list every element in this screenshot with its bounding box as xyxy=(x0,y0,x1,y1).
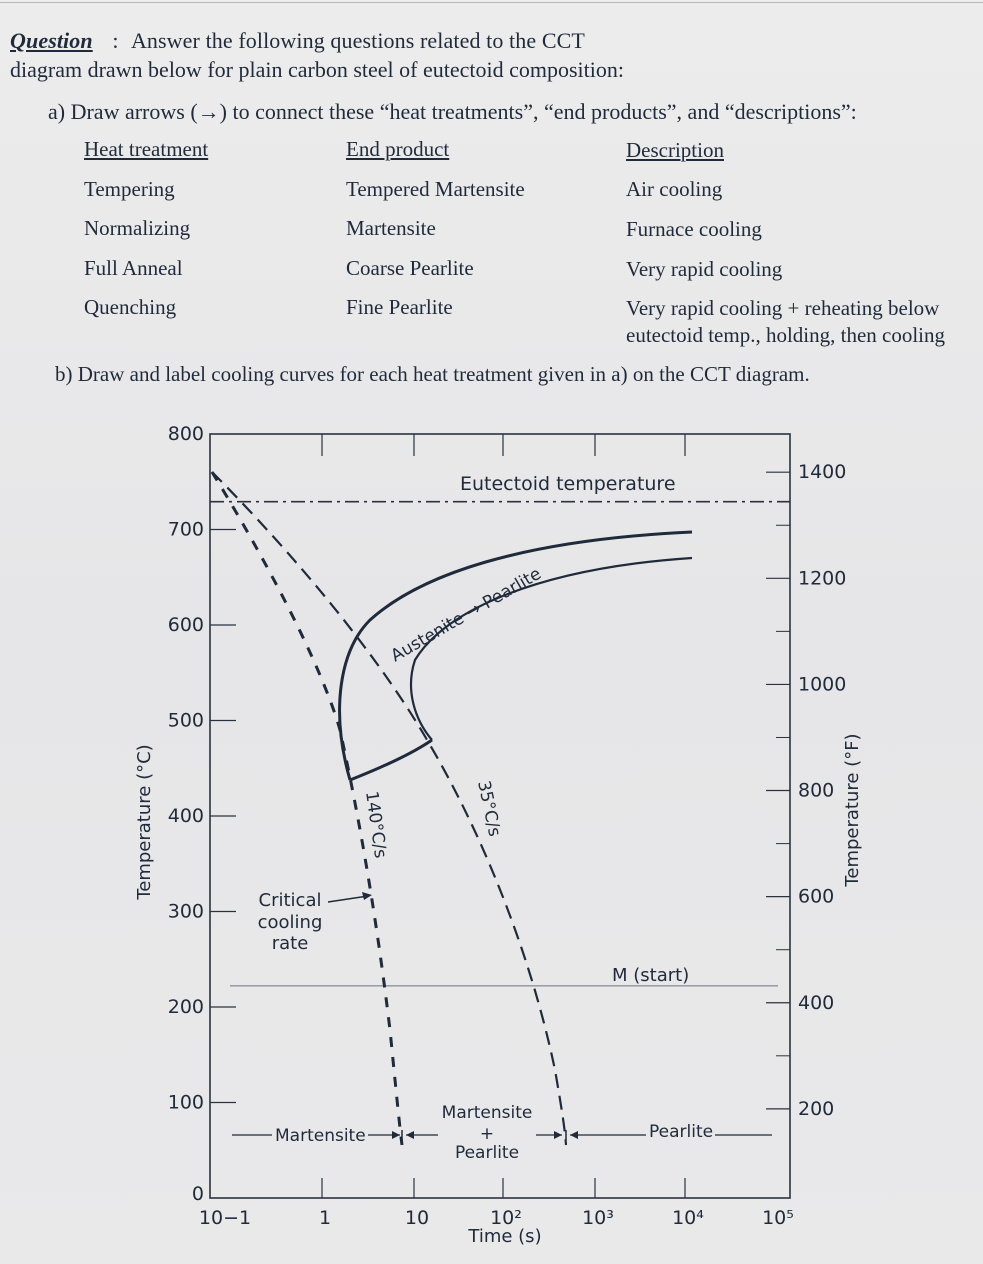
end-product-item: Fine Pearlite xyxy=(346,295,453,319)
pearlite-label: Pearlite xyxy=(649,1122,714,1142)
end-product-item: Tempered Martensite xyxy=(346,177,525,201)
heat-treatment-item: Normalizing xyxy=(84,216,191,240)
heat-treatment-item: Tempering xyxy=(84,177,175,201)
pearlite-arrowhead xyxy=(570,1131,578,1139)
rate-35-label: 35°C/s xyxy=(473,778,505,839)
transformation-bottom-curve xyxy=(350,740,432,780)
y-tick-label-left: 800 xyxy=(167,423,204,445)
x-tick-label: 10⁵ xyxy=(762,1207,794,1229)
x-tick-label: 10−1 xyxy=(198,1207,252,1229)
y-tick-label-right: 1400 xyxy=(798,461,847,484)
x-tick-label: 1 xyxy=(318,1207,332,1229)
x-tick-label: 10² xyxy=(490,1207,522,1229)
description-item: Very rapid cooling xyxy=(626,257,783,281)
header-end-product: End product xyxy=(346,137,450,161)
critical-arrow xyxy=(328,896,368,902)
y-tick-label-right: 1200 xyxy=(798,567,847,590)
mixed-left-arrowhead xyxy=(406,1131,414,1139)
mixed-line-2: + xyxy=(479,1124,495,1144)
critical-line-2: cooling xyxy=(257,912,323,933)
header-heat-treatment: Heat treatment xyxy=(84,137,209,161)
description-item: Air cooling xyxy=(626,177,723,201)
y-tick-label-left: 100 xyxy=(167,1091,204,1114)
cct-chart xyxy=(0,410,983,1264)
heat-treatment-item: Full Anneal xyxy=(84,256,183,280)
eutectoid-label: Eutectoid temperature xyxy=(460,473,676,495)
critical-rate-label xyxy=(258,890,323,954)
y-tick-label-right: 1000 xyxy=(798,673,847,696)
transformation-finish-curve xyxy=(411,558,692,740)
x-tick-label: 10⁴ xyxy=(672,1207,704,1229)
x-tick-label: 10 xyxy=(404,1207,430,1229)
y-tick-label-left: 700 xyxy=(167,518,204,541)
martensite-pearlite-label xyxy=(442,1103,533,1163)
description-item: Furnace cooling xyxy=(626,217,762,241)
rate-140-label: 140°C/s xyxy=(361,789,391,860)
martensite-label: Martensite xyxy=(275,1126,366,1146)
critical-line-1: Critical xyxy=(258,890,322,911)
mixed-right-arrowhead xyxy=(554,1131,562,1139)
critical-line-3: rate xyxy=(271,933,309,954)
description-item: Very rapid cooling + reheating below xyxy=(626,296,940,320)
y-tick-label-right: 200 xyxy=(798,1097,835,1120)
y-tick-label-left: 400 xyxy=(167,805,204,827)
y-axis-title-left: Temperature (°C) xyxy=(134,744,155,900)
description-item-continued: eutectoid temp., holding, then cooling xyxy=(626,323,946,347)
y-tick-label-right: 600 xyxy=(798,885,835,908)
top-divider xyxy=(0,2,983,3)
y-tick-label-right: 800 xyxy=(798,779,835,802)
end-product-item: Coarse Pearlite xyxy=(346,256,474,280)
martensite-arrowhead xyxy=(392,1131,400,1139)
end-product-item: Martensite xyxy=(346,216,436,240)
y-tick-label-left: 500 xyxy=(167,709,204,732)
cct-chart-svg xyxy=(0,410,983,1264)
y-tick-label-right: 400 xyxy=(798,991,835,1014)
ms-label: M (start) xyxy=(612,965,690,986)
part-a-instruction: a) Draw arrows (→) to connect these “heat treatments”, “end products”, and “descriptions”: xyxy=(48,99,857,124)
y-tick-label-left: 0 xyxy=(191,1183,204,1205)
question-separator: : xyxy=(112,28,119,53)
question-label: Question xyxy=(10,28,93,53)
part-b-instruction: b) Draw and label cooling curves for each heat treatment given in a) on the CCT diagram. xyxy=(55,362,810,386)
mixed-line-3: Pearlite xyxy=(454,1143,520,1163)
y-tick-label-left: 300 xyxy=(167,900,204,923)
mixed-line-1: Martensite xyxy=(441,1103,533,1123)
x-tick-label: 10³ xyxy=(582,1207,614,1229)
cooling-curve-35 xyxy=(212,472,566,1145)
y-tick-label-left: 200 xyxy=(167,996,204,1018)
y-axis-title-right: Temperature (°F) xyxy=(842,733,863,887)
x-axis-title: Time (s) xyxy=(468,1226,542,1247)
y-tick-label-left: 600 xyxy=(167,614,204,636)
heat-treatment-item: Quenching xyxy=(84,295,177,319)
question-line-1 xyxy=(10,28,585,54)
question-line-2: diagram drawn below for plain carbon steel of eutectoid composition: xyxy=(10,57,624,82)
question-text: Answer the following questions related to the CCT xyxy=(130,28,585,53)
austenite-pearlite-label: Austenite → Pearlite xyxy=(387,563,545,667)
header-description: Description xyxy=(626,138,724,162)
